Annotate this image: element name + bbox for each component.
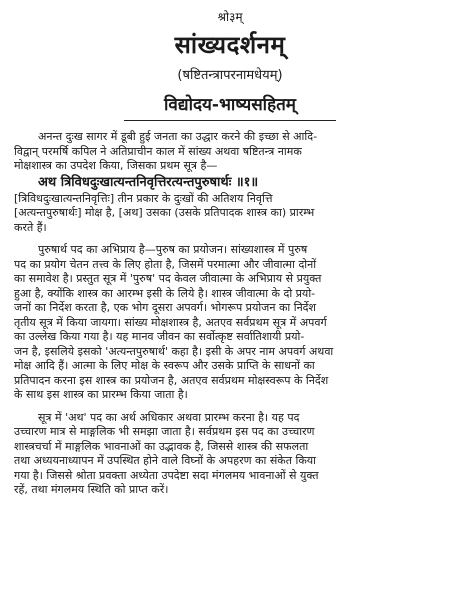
text-line: अनन्त दुःख सागर में डूबी हुई जनता का उद्धार करने की इच्छा से आदि- [38, 130, 318, 143]
text-line: प्रतिपादन करना इस शास्त्र का प्रयोजन है, अतएव सर्वप्रथम मोक्षस्वरूप के निर्देश [14, 373, 329, 387]
page-body [14, 130, 446, 498]
text-line: मोक्षशास्त्र का उपदेश किया, जिसका प्रथम सूत्र है— [14, 159, 218, 172]
text-line: का समावेश है। प्रस्तुत सूत्र में 'पुरुष' पद केवल जीवात्मा के अभिप्राय से प्रयुक्त [14, 272, 322, 285]
text-line: विद्वान् परमर्षि कपिल ने अतिप्राचीन काल में सांख्य अथवा षष्टितन्त्र नामक [14, 144, 302, 158]
text-line: तथा अध्ययनाध्यापन में उपस्थित होने वाले विघ्नों के अपहरण का संकेत किया [14, 454, 317, 467]
text-line: के साथ इस शास्त्र का प्रारम्भ किया जाता है। [14, 388, 188, 401]
gloss-paragraph [14, 192, 446, 236]
commentary-heading: विद्योदय-भाष्यसहितम् [164, 95, 296, 115]
text-line: [त्रिविधदुःखात्यन्तनिवृत्तिः] तीन प्रकार के दुःखों की अतिशय निवृत्ति [14, 191, 273, 205]
sutra-verse: अथ त्रिविधदुःखात्यन्तनिवृत्तिरत्यन्तपुरुषार्थः ॥१॥ [38, 174, 259, 190]
text-line: का उल्लेख किया गया है। यह मानव जीवन का सर्वोत्कृष्ट सर्वातिशायी प्रयो- [14, 330, 305, 343]
om-heading: श्रो३म् [217, 10, 243, 24]
atha-paragraph [14, 411, 446, 498]
text-line: रहें, तथा मंगलमय स्थिति को प्राप्त करें। [14, 483, 169, 496]
text-line: करते हैं। [14, 220, 47, 234]
text-line: शास्त्रचर्चा में माङ्गलिक भावनाओं का उद्भावक है, जिससे शास्त्र की सफलता [14, 439, 309, 453]
text-line: तृतीय सूत्र में किया जायगा। सांख्य मोक्षशास्त्र है, अतएव सर्वप्रथम सूत्र में अपवर्ग [14, 315, 327, 329]
text-line: पद का प्रयोग चेतन तत्त्व के लिए होता है, जिसमें परमात्मा और जीवात्मा दोनों [14, 257, 317, 271]
text-line: उच्चारण मात्र से माङ्गलिक भी समझा जाता है। सर्वप्रथम इस पद का उच्चारण [14, 425, 315, 438]
heading-divider [124, 120, 336, 121]
text-line: जन है, इसलिये इसको 'अत्यन्तपुरुषार्थ' कहा है। इसी के अपर नाम अपवर्ग अथवा [14, 344, 334, 358]
page-title: सांख्यदर्शनम् [174, 31, 286, 59]
text-line: [अत्यन्तपुरुषार्थः] मोक्ष है, [अथ] उसका (उसके प्रतिपादक शास्त्र का) प्रारम्भ [14, 206, 315, 219]
page-subtitle: (षष्टितन्त्रापरनामधेयम्) [177, 68, 283, 83]
text-line: पुरुषार्थ पद का अभिप्राय है—पुरुष का प्रयोजन। सांख्यशास्त्र में पुरुष [38, 243, 308, 256]
text-line: मोक्ष आदि हैं। आत्मा के लिए मोक्ष के स्वरूप और उसके प्राप्ति के साधनों का [14, 359, 315, 372]
intro-paragraph [14, 130, 446, 174]
text-line: सूत्र में 'अथ' पद का अर्थ अधिकार अथवा प्रारम्भ करना है। यह पद [38, 410, 300, 424]
text-line: हुआ है, क्योंकि शास्त्र का आरम्भ इसी के लिये है। शास्त्र जीवात्मा के दो प्रयो- [14, 286, 316, 300]
text-line: गया है। जिससे श्रोता प्रवक्ता अध्येता उपदेष्टा सदा मंगलमय भावनाओं से युक्त [14, 468, 319, 482]
purushartha-paragraph [14, 243, 446, 403]
text-line: जनों का निर्देश करता है, एक भोग दूसरा अपवर्ग। भोगरूप प्रयोजन का निर्देश [14, 301, 317, 314]
